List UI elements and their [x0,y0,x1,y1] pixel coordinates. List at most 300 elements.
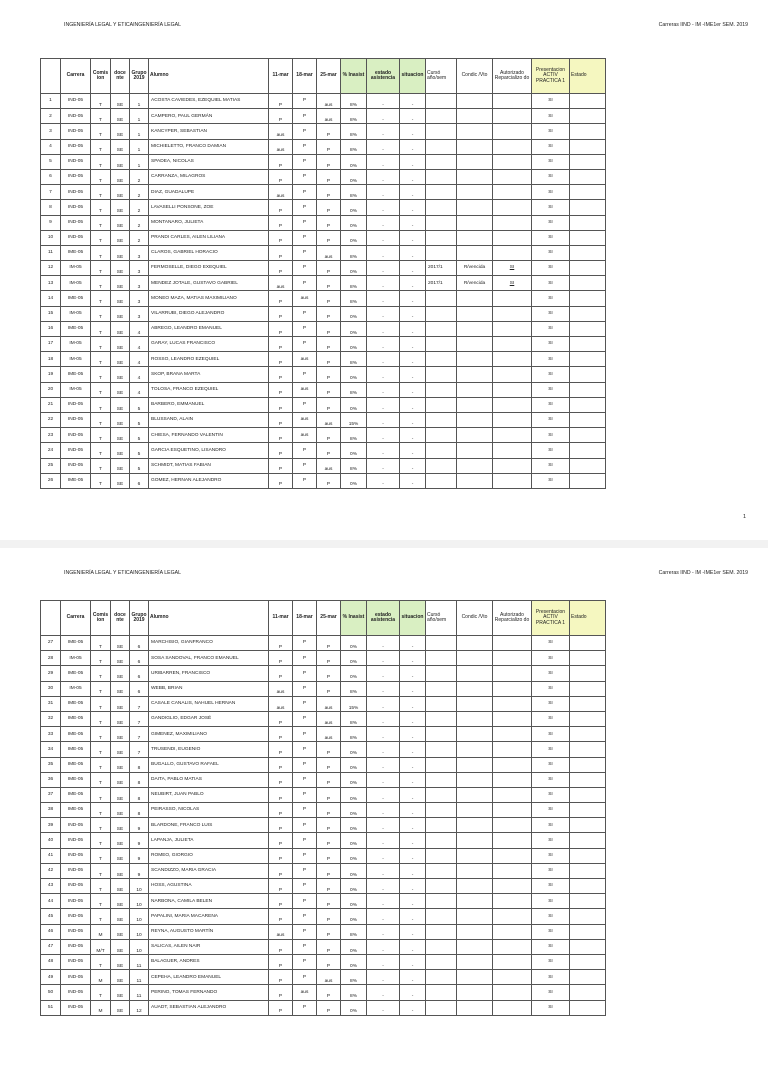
cell-estado [570,245,606,260]
cell-comision: T [91,245,111,260]
cell-estado-asistencia: - [367,711,400,726]
table-row [41,954,606,969]
cell-autorizado [493,473,532,488]
cell-inasist: 0% [341,651,367,666]
cell-row-number: 33 [41,727,61,742]
cell-date-3: P [317,1000,341,1015]
cell-date-1: P [269,382,293,397]
cell-alumno: NARBONA, CAMILA BELEN [149,894,269,909]
cell-comision: T [91,757,111,772]
cell-grupo: 1 [130,154,149,169]
cell-situacion: - [400,169,426,184]
cell-carrera: IME-05 [61,711,91,726]
cell-situacion: - [400,711,426,726]
cell-row-number: 19 [41,367,61,382]
table-row [41,245,606,260]
cell-estado [570,954,606,969]
cell-autorizado [493,215,532,230]
table-row [41,382,606,397]
cell-comision: T [91,985,111,1000]
cell-presentacion: SI [532,337,570,352]
col-estado: Estado [570,59,606,94]
cell-docente: SE [111,185,130,200]
cell-date-3: P [317,772,341,787]
cell-inasist: 0% [341,443,367,458]
cell-row-number: 9 [41,215,61,230]
cell-situacion: - [400,787,426,802]
cell-alumno: WEBB, BRIAN [149,681,269,696]
cell-row-number: 12 [41,261,61,276]
cell-carrera: IME-05 [61,245,91,260]
cell-row-number: 48 [41,954,61,969]
cell-date-2: P [293,1000,317,1015]
cell-grupo: 7 [130,696,149,711]
cell-row-number: 25 [41,458,61,473]
cell-alumno: BLARDONE, FRANCO LUIS [149,818,269,833]
sheet-page-2 [0,548,768,1088]
cell-grupo: 9 [130,833,149,848]
cell-grupo: 4 [130,321,149,336]
cell-grupo: 8 [130,787,149,802]
cell-comision: M [91,1000,111,1015]
table-row [41,276,606,291]
cell-date-1: P [269,109,293,124]
cell-date-3: P [317,954,341,969]
cell-autorizado [493,696,532,711]
cell-situacion: - [400,970,426,985]
cell-estado-asistencia: - [367,412,400,427]
cell-docente: SE [111,109,130,124]
cell-condic [457,94,493,109]
cell-alumno: CEPEHA, LEANDRO EMANUEL [149,970,269,985]
cell-grupo: 2 [130,215,149,230]
cell-comision: T [91,139,111,154]
cell-estado-asistencia: - [367,458,400,473]
cell-row-number: 11 [41,245,61,260]
cell-row-number: 28 [41,651,61,666]
cell-presentacion: SI [532,261,570,276]
cell-curso [426,428,457,443]
col-date-3: 25-mar [317,59,341,94]
cell-curso [426,109,457,124]
cell-inasist: 0% [341,636,367,651]
cell-comision: T [91,818,111,833]
cell-inasist: 15% [341,696,367,711]
cell-date-1: P [269,939,293,954]
cell-estado-asistencia: - [367,443,400,458]
cell-autorizado [493,924,532,939]
cell-condic [457,154,493,169]
table-row [41,970,606,985]
cell-date-2: P [293,443,317,458]
cell-situacion: - [400,109,426,124]
cell-comision: T [91,696,111,711]
cell-situacion: - [400,261,426,276]
attendance-table [40,600,606,1016]
cell-carrera: IME-05 [61,803,91,818]
cell-presentacion: SI [532,848,570,863]
cell-grupo: 1 [130,124,149,139]
cell-carrera: IM-05 [61,337,91,352]
cell-date-2: P [293,306,317,321]
cell-autorizado: SI [493,276,532,291]
cell-grupo: 1 [130,109,149,124]
table-row [41,337,606,352]
sheet-page-1 [0,0,768,540]
cell-inasist: 0% [341,939,367,954]
cell-inasist: 0% [341,894,367,909]
cell-curso [426,772,457,787]
cell-grupo: 6 [130,681,149,696]
cell-carrera: IND-05 [61,109,91,124]
cell-alumno: ROMEO, GIORGIO [149,848,269,863]
cell-date-3: P [317,397,341,412]
cell-situacion: - [400,94,426,109]
cell-condic [457,245,493,260]
cell-docente: SE [111,651,130,666]
cell-situacion: - [400,473,426,488]
cell-presentacion: SI [532,245,570,260]
col-num [41,59,61,94]
cell-inasist: 0% [341,397,367,412]
table-row [41,352,606,367]
cell-carrera: IND-05 [61,985,91,1000]
cell-estado [570,276,606,291]
cell-alumno: ROSSO, LEANDRO EZEQUIEL [149,352,269,367]
cell-comision: T [91,306,111,321]
cell-situacion: - [400,757,426,772]
cell-row-number: 3 [41,124,61,139]
cell-curso [426,124,457,139]
cell-comision: M/T [91,939,111,954]
cell-docente: SE [111,924,130,939]
cell-comision: T [91,200,111,215]
cell-estado [570,397,606,412]
cell-date-1: P [269,458,293,473]
cell-situacion: - [400,803,426,818]
cell-condic [457,818,493,833]
cell-curso [426,458,457,473]
cell-docente: SE [111,428,130,443]
cell-situacion: - [400,443,426,458]
col-alumno: Alumno [149,59,269,94]
cell-estado [570,787,606,802]
cell-presentacion: SI [532,94,570,109]
cell-date-2: P [293,970,317,985]
cell-comision: T [91,636,111,651]
cell-row-number: 31 [41,696,61,711]
cell-carrera: IM-05 [61,306,91,321]
cell-estado-asistencia: - [367,367,400,382]
cell-curso [426,879,457,894]
cell-inasist: 8% [341,352,367,367]
cell-situacion: - [400,772,426,787]
col-inasist: % Inasist [341,601,367,636]
cell-situacion: - [400,215,426,230]
cell-date-2: P [293,215,317,230]
cell-curso [426,924,457,939]
cell-presentacion: SI [532,276,570,291]
cell-row-number: 38 [41,803,61,818]
cell-estado [570,367,606,382]
cell-date-1: P [269,970,293,985]
cell-inasist: 0% [341,757,367,772]
cell-row-number: 16 [41,321,61,336]
cell-estado-asistencia: - [367,787,400,802]
cell-inasist: 8% [341,185,367,200]
cell-date-1: P [269,727,293,742]
cell-grupo: 9 [130,848,149,863]
table-row [41,321,606,336]
cell-carrera: IME-05 [61,321,91,336]
cell-date-2: P [293,321,317,336]
cell-grupo: 11 [130,954,149,969]
cell-date-1: P [269,261,293,276]
cell-date-3: P [317,757,341,772]
cell-curso [426,909,457,924]
cell-date-3: P [317,276,341,291]
cell-estado [570,185,606,200]
cell-date-2: P [293,169,317,184]
cell-presentacion: SI [532,939,570,954]
cell-carrera: IM-05 [61,352,91,367]
cell-docente: SE [111,894,130,909]
cell-carrera: IND-05 [61,458,91,473]
table-row [41,458,606,473]
cell-presentacion: SI [532,742,570,757]
cell-presentacion: SI [532,412,570,427]
cell-situacion: - [400,412,426,427]
cell-autorizado [493,757,532,772]
cell-curso [426,321,457,336]
cell-situacion: - [400,985,426,1000]
cell-estado [570,711,606,726]
cell-condic [457,879,493,894]
cell-date-2: aus [293,985,317,1000]
cell-estado [570,879,606,894]
page-number: 1 [742,514,746,520]
cell-carrera: IME-05 [61,772,91,787]
col-autorizado: Autorizado Reparcializo do [493,59,532,94]
cell-curso [426,833,457,848]
cell-comision: T [91,109,111,124]
cell-row-number: 32 [41,711,61,726]
cell-presentacion: SI [532,696,570,711]
cell-situacion: - [400,863,426,878]
cell-date-1: P [269,352,293,367]
cell-autorizado [493,727,532,742]
cell-autorizado [493,169,532,184]
cell-carrera: IND-05 [61,397,91,412]
cell-inasist: 0% [341,367,367,382]
cell-curso [426,245,457,260]
cell-carrera: IND-05 [61,909,91,924]
cell-alumno: GARAY, LUCAS FRANCISCO [149,337,269,352]
cell-row-number: 37 [41,787,61,802]
cell-curso [426,337,457,352]
cell-condic [457,651,493,666]
cell-grupo: 6 [130,651,149,666]
cell-date-2: P [293,185,317,200]
cell-condic [457,367,493,382]
cell-curso [426,681,457,696]
cell-date-2: aus [293,382,317,397]
cell-autorizado [493,939,532,954]
cell-alumno: LAPANJA, JULIETA [149,833,269,848]
cell-estado [570,863,606,878]
cell-alumno: CLAROS, GABRIEL HORACIO [149,245,269,260]
cell-situacion: - [400,939,426,954]
cell-date-3: P [317,230,341,245]
col-alumno: Alumno [149,601,269,636]
cell-row-number: 36 [41,772,61,787]
cell-estado [570,696,606,711]
cell-situacion: - [400,200,426,215]
cell-grupo: 3 [130,306,149,321]
cell-curso [426,169,457,184]
cell-presentacion: SI [532,306,570,321]
cell-autorizado [493,803,532,818]
cell-date-3: P [317,185,341,200]
cell-date-1: P [269,833,293,848]
cell-alumno: PRANDI CARLES, AILEN LILIANA [149,230,269,245]
cell-presentacion: SI [532,954,570,969]
cell-date-3: P [317,443,341,458]
cell-date-2: P [293,742,317,757]
cell-condic [457,742,493,757]
cell-docente: SE [111,681,130,696]
cell-estado-asistencia: - [367,772,400,787]
col-grupo: Grupo 2019 [130,59,149,94]
cell-presentacion: SI [532,473,570,488]
table-row [41,833,606,848]
cell-curso [426,818,457,833]
cell-docente: SE [111,261,130,276]
cell-row-number: 15 [41,306,61,321]
cell-row-number: 39 [41,818,61,833]
cell-date-2: P [293,261,317,276]
cell-presentacion: SI [532,985,570,1000]
cell-carrera: IND-05 [61,954,91,969]
cell-date-2: P [293,787,317,802]
cell-autorizado [493,154,532,169]
cell-inasist: 8% [341,382,367,397]
col-curso: Cursó año/sem [426,601,457,636]
cell-estado [570,636,606,651]
cell-estado [570,200,606,215]
attendance-table [40,58,606,489]
cell-date-3: P [317,939,341,954]
cell-autorizado [493,382,532,397]
table-row [41,428,606,443]
cell-date-2: P [293,924,317,939]
cell-date-2: P [293,636,317,651]
cell-grupo: 2 [130,200,149,215]
cell-estado-asistencia: - [367,352,400,367]
cell-date-2: P [293,879,317,894]
cell-situacion: - [400,352,426,367]
cell-date-3: P [317,666,341,681]
cell-alumno: SCHMIDT, MATIAS FABIAN [149,458,269,473]
cell-estado [570,109,606,124]
table-row [41,818,606,833]
cell-comision: T [91,443,111,458]
cell-condic [457,848,493,863]
cell-docente: SE [111,458,130,473]
cell-date-3: P [317,651,341,666]
cell-presentacion: SI [532,833,570,848]
cell-date-2: P [293,458,317,473]
cell-curso [426,939,457,954]
cell-alumno: SKOP, BRANA MARTA [149,367,269,382]
cell-inasist: 0% [341,230,367,245]
cell-date-1: P [269,879,293,894]
cell-estado-asistencia: - [367,154,400,169]
table-row [41,109,606,124]
cell-autorizado [493,1000,532,1015]
cell-carrera: IND-05 [61,94,91,109]
cell-alumno: SALICAS, AILEN NAIR [149,939,269,954]
cell-comision: T [91,803,111,818]
cell-comision: T [91,727,111,742]
cell-date-2: aus [293,428,317,443]
cell-grupo: 7 [130,711,149,726]
cell-date-3: P [317,337,341,352]
cell-presentacion: SI [532,757,570,772]
cell-date-1: P [269,803,293,818]
cell-date-2: P [293,833,317,848]
cell-date-3: P [317,742,341,757]
cell-date-2: P [293,651,317,666]
cell-estado-asistencia: - [367,428,400,443]
cell-date-1: P [269,443,293,458]
cell-alumno: BALAGUER, ANDRES [149,954,269,969]
cell-presentacion: SI [532,772,570,787]
cell-docente: SE [111,636,130,651]
cell-estado-asistencia: - [367,276,400,291]
cell-date-2: P [293,367,317,382]
cell-estado-asistencia: - [367,245,400,260]
cell-row-number: 24 [41,443,61,458]
cell-carrera: IND-05 [61,412,91,427]
cell-curso [426,651,457,666]
table-row [41,985,606,1000]
cell-estado [570,352,606,367]
cell-presentacion: SI [532,818,570,833]
cell-row-number: 47 [41,939,61,954]
cell-estado-asistencia: - [367,924,400,939]
table-row [41,772,606,787]
cell-date-3: P [317,787,341,802]
cell-comision: T [91,879,111,894]
cell-inasist: 8% [341,711,367,726]
cell-condic [457,473,493,488]
cell-date-3: aus [317,696,341,711]
cell-condic [457,681,493,696]
cell-comision: T [91,230,111,245]
cell-presentacion: SI [532,321,570,336]
cell-curso [426,636,457,651]
cell-alumno: TOLOSA, FRANCO EZEQUIEL [149,382,269,397]
cell-condic [457,443,493,458]
cell-presentacion: SI [532,215,570,230]
cell-alumno: MICHIELETTO, FRANCO DAMIAN [149,139,269,154]
table-row [41,185,606,200]
cell-date-2: P [293,772,317,787]
cell-date-1: P [269,397,293,412]
cell-situacion: - [400,651,426,666]
cell-date-1: P [269,200,293,215]
